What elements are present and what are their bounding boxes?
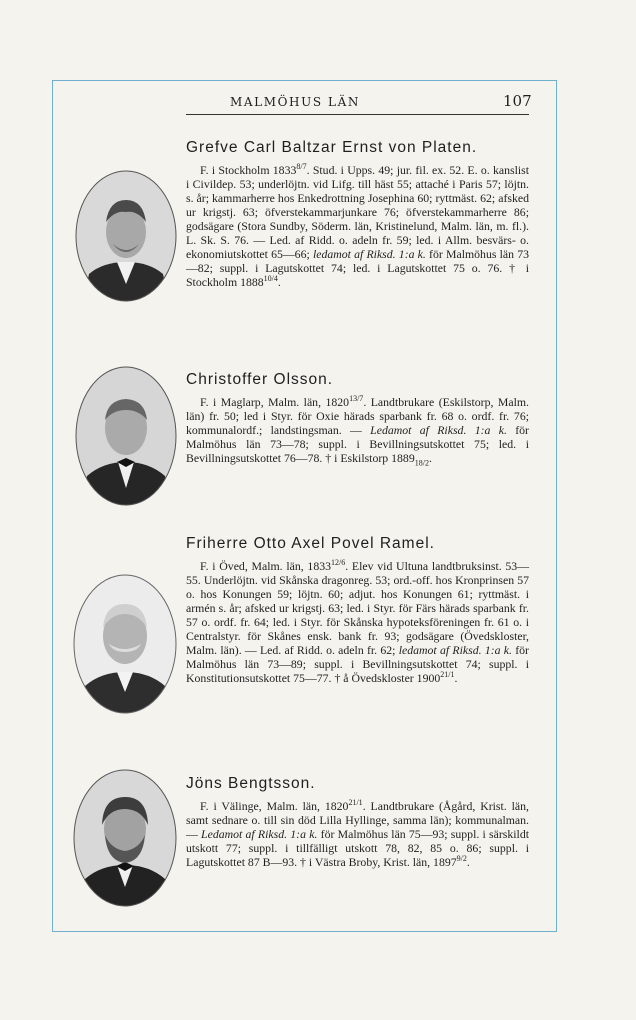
portrait-ramel — [73, 574, 175, 706]
entry-name: Friherre Otto Axel Povel Ramel. — [186, 535, 435, 552]
entry-biography: F. i Stockholm $1833^{8/7}$. Stud. i Upps. 49; jur. fil. ex. 52. E. o. kanslist i Civildep. 53; underlöjtn. vid Lifg. till häst 55; attaché i Paris 57; löjtn. s. år; kammarherre hos Enkedrottning Josephina 60; ryttmäst. 62; afsked ur krigstj. 63; öfverstekammarjunkare 76; öfverstekammarherre 86; godsägare (Stora Sundby, Söderm. län, Kristinelund, Malm. län, m. fl.). L. Sk. S. 76. — Led. af Ridd. o. adeln fr. 59; led. i Allm. besvärs- o. ekonomiutskottet 65—66; ledamot af Riksd. 1:a k. för Malmöhus län 73—82; suppl. i Lagutskottet 74; led. i Lagutskottet 75 o. 76. † i Stockholm $1888^{10/4}$. — [186, 162, 530, 289]
portrait-von-platen — [75, 170, 177, 302]
header-rule — [186, 114, 529, 115]
entry-von-platen — [186, 139, 529, 289]
entry-biography: F. i Öved, Malm. län, $1833^{12/6}$. Elev vid Ultuna landtbruksinst. 53—55. Underlöjtn. vid Skånska dragonreg. 53; ord.-off. hos Kronprinsen 57 o. hos Konungen 59; löjtn. 60; adjut. hos Konungen 61; ryttmäst. i armén s. år; afsked ur krigstj. 63; led. i Styr. för Färs härads sparbank fr. 57 o. ordf. fr. 64; led. i Styr. för Skånska hypoteksföreningen fr. 61 o. i Centralstyr. för Skånes ensk. bank fr. 93; godsägare (Övedskloster, Malm. län). — Led. af Ridd. o. adeln fr. 62; ledamot af Riksd. 1:a k. för Malmöhus län 73—89; suppl. i Bevillningsutskottet 74; suppl. i Konstitutionsutskottet 75—77. † å Övedskloster $1900^{21/1}$. — [186, 558, 529, 685]
entry-name: Grefve Carl Baltzar Ernst von Platen. — [186, 139, 478, 156]
portrait-bengtsson — [73, 769, 175, 901]
entry-name: Christoffer Olsson. — [186, 371, 334, 388]
entry-bengtsson — [186, 775, 529, 869]
entry-name: Jöns Bengtsson. — [186, 775, 316, 792]
entry-biography: F. i Välinge, Malm. län, $1820^{21/1}$. Landtbrukare (Ågård, Krist. län, samt sednare o. till sin död Lilla Hyllinge, samma län); kommunalman. — Ledamot af Riksd. 1:a k. för Malmöhus län 75—93; suppl. i särskildt utskott 77; suppl. i tillfälligt utskott 78, 82, 85 o. 86; suppl. i Lagutskottet 87 B—93. † i Västra Broby, Krist. län, $1897^{9/2}$. — [186, 798, 529, 869]
running-title: MALMÖHUS LÄN — [230, 95, 360, 109]
page-number: 107 — [503, 92, 532, 110]
portrait-olsson — [75, 366, 177, 498]
entry-olsson — [186, 371, 529, 468]
entry-ramel — [186, 535, 529, 685]
entry-biography: F. i Maglarp, Malm. län, $1820^{13/7}$. Landtbrukare (Eskilstorp, Malm. län) fr. 50; led i Styr. för Oxie härads sparbank fr. 68 o. ordf. fr. 76; kommunalordf.; landstingsman. — Ledamot af Riksd. 1:a k. för Malmöhus län 73—78; suppl. i Bevillningsutskottet 75; led. i Bevillningsutskottet 76—78. † i Eskilstorp $1889_{18/2}$. — [186, 394, 529, 468]
